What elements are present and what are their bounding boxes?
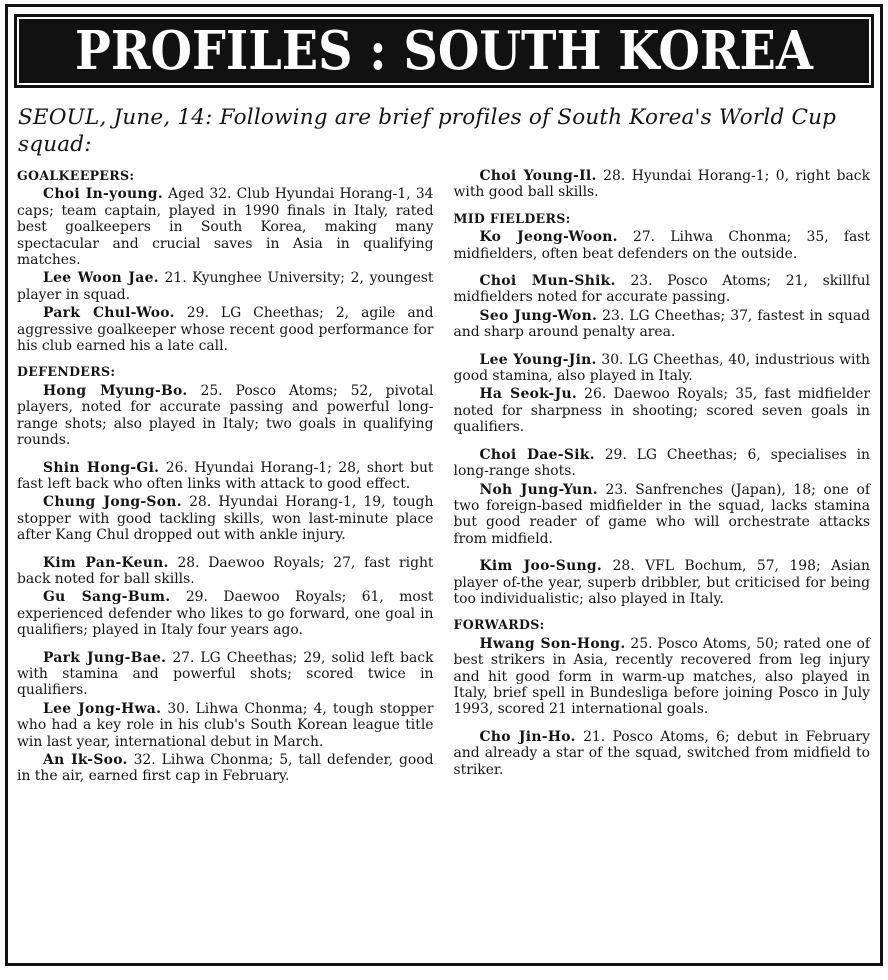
right-column bbox=[454, 168, 871, 787]
player-name: Shin Hong-Gi. bbox=[43, 459, 160, 476]
player-entry bbox=[17, 383, 434, 449]
player-description: 28. Hyundai Horang-1; 0, right back with good ball skills. bbox=[453, 168, 870, 201]
player-entry bbox=[454, 482, 871, 548]
player-name: Ha Seok-Ju. bbox=[479, 386, 577, 403]
player-entry bbox=[454, 729, 871, 778]
player-entry bbox=[454, 308, 871, 341]
player-name: Choi Young-Il. bbox=[479, 168, 597, 184]
player-entry bbox=[17, 589, 434, 638]
player-entry bbox=[454, 168, 871, 201]
player-description: 28. Hyundai Horang-1, 19, tough stopper with good tackling skills, won last-minute place after Kang Chul dropped out with ankle injury. bbox=[17, 494, 434, 544]
player-description: 25. Posco Atoms, 50; rated one of best strikers in Asia, recently recovered from leg injury and hit good form in warm-up matches, also played in Italy, brief spell in Bundesliga before joining Posco in July 1993, scored 21 international goals. bbox=[453, 635, 870, 718]
section-defenders: DEFENDERS: bbox=[17, 364, 116, 380]
player-entry bbox=[17, 650, 434, 699]
player-description: 21. Kyunghee University; 2, youngest player in squad. bbox=[17, 270, 434, 303]
article-columns bbox=[17, 168, 870, 787]
player-description: 21. Posco Atoms, 6; debut in February and already a star of the squad, switched from midfield to striker. bbox=[453, 728, 870, 778]
player-description: Aged 32. Club Hyundai Horang-1, 34 caps; team captain, played in 1990 finals in Italy, rated best goalkeepers in South Korea, making many spectacular and crucial saves in Asia in qualifying matches. bbox=[17, 186, 434, 269]
player-entry bbox=[454, 229, 871, 262]
player-name: Lee Woon Jae. bbox=[43, 270, 159, 287]
player-name: Seo Jung-Won. bbox=[479, 307, 598, 324]
player-description: 29. Daewoo Royals; 61, most experienced defender who likes to go forward, one goal in qualifiers; played in Italy four years ago. bbox=[17, 589, 434, 639]
player-entry bbox=[454, 447, 871, 480]
newspaper-clipping bbox=[5, 4, 883, 966]
player-entry bbox=[454, 558, 871, 607]
player-name: Park Jung-Bae. bbox=[43, 649, 167, 666]
player-description: 29. LG Cheethas; 6, specialises in long-range shots. bbox=[453, 446, 870, 480]
left-column bbox=[17, 168, 434, 787]
player-entry bbox=[17, 555, 434, 588]
player-description: 26. Daewoo Royals; 35, fast midfielder noted for sharpness in shooting; scored seven goals in qualifiers. bbox=[453, 386, 871, 436]
player-name: An Ik-Soo. bbox=[43, 752, 128, 768]
player-entry bbox=[17, 494, 434, 543]
player-entry bbox=[454, 636, 871, 718]
player-name: Hwang Son-Hong. bbox=[479, 635, 626, 652]
player-description: 30. Lihwa Chonma; 4, tough stopper who had a key role in his club's South Korean league title win last year, international debut in March. bbox=[17, 700, 434, 750]
player-name: Chung Jong-Son. bbox=[43, 494, 182, 511]
player-name: Lee Young-Jin. bbox=[479, 351, 597, 368]
player-name: Lee Jong-Hwa. bbox=[43, 700, 162, 717]
player-description: 29. LG Cheethas; 2, agile and aggressive goalkeeper whose recent good performance for his club earned his a late call. bbox=[17, 305, 434, 355]
player-name: Choi In-young. bbox=[43, 186, 163, 203]
player-description: 26. Hyundai Horang-1; 28, short but fast left back who often links with attack to good effect. bbox=[17, 459, 434, 492]
player-name: Choi Mun-Shik. bbox=[479, 273, 616, 290]
player-name: Hong Myung-Bo. bbox=[43, 382, 188, 399]
player-description: 23. LG Cheethas; 37, fastest in squad and sharp around penalty area. bbox=[453, 307, 871, 341]
player-name: Park Chul-Woo. bbox=[43, 305, 175, 322]
player-name: Noh Jung-Yun. bbox=[479, 481, 598, 498]
player-description: 23. Posco Atoms; 21, skillful midfielders noted for accurate passing. bbox=[453, 273, 870, 306]
player-description: 28. Daewoo Royals; 27, fast right back noted for ball skills. bbox=[17, 554, 434, 587]
player-entry bbox=[17, 270, 434, 303]
player-description: 28. VFL Bochum, 57, 198; Asian player of-the year, superb dribbler, but criticised for being too individualistic; also played in Italy. bbox=[453, 558, 871, 607]
player-name: Kim Joo-Sung. bbox=[479, 558, 603, 575]
player-entry bbox=[454, 352, 871, 385]
player-name: Kim Pan-Keun. bbox=[43, 554, 169, 571]
player-name: Gu Sang-Bum. bbox=[43, 589, 171, 606]
player-entry bbox=[454, 386, 871, 435]
player-name: Ko Jeong-Woon. bbox=[479, 229, 618, 246]
player-description: 32. Lihwa Chonma; 5, tall defender, good in the air, earned first cap in February. bbox=[17, 752, 434, 785]
player-entry bbox=[17, 752, 434, 785]
player-description: 23. Sanfrenches (Japan), 18; one of two foreign-based midfielder in the squad, lacks stamina but good reader of game who will orchestrate attacks from midfield. bbox=[453, 481, 870, 547]
player-description: 30. LG Cheethas, 40, industrious with good stamina, also played in Italy. bbox=[453, 351, 870, 385]
player-entry bbox=[17, 305, 434, 354]
section-forwards: FORWARDS: bbox=[453, 617, 545, 633]
section-midfielders: MID FIELDERS: bbox=[453, 210, 571, 226]
section-goalkeepers: GOALKEEPERS: bbox=[17, 168, 135, 183]
headline: PROFILES : SOUTH KOREA bbox=[75, 19, 813, 82]
player-entry bbox=[17, 186, 434, 268]
player-description: 27. LG Cheethas; 29, solid left back with stamina and powerful shots; scored twice in qualifiers. bbox=[17, 649, 434, 699]
headline-banner bbox=[14, 14, 874, 88]
player-entry bbox=[17, 701, 434, 750]
player-description: 25. Posco Atoms; 52, pivotal players, noted for accurate passing and powerful long-range shots; also played in Italy; two goals in qualifying rounds. bbox=[17, 382, 434, 449]
player-description: 27. Lihwa Chonma; 35, fast midfielders, often beat defenders on the outside. bbox=[453, 229, 870, 262]
player-name: Cho Jin-Ho. bbox=[479, 728, 576, 745]
player-name: Choi Dae-Sik. bbox=[479, 446, 595, 463]
player-entry bbox=[454, 273, 871, 306]
intro-paragraph: SEOUL, June, 14: Following are brief profiles of South Korea's World Cup squad: bbox=[18, 105, 837, 157]
player-entry bbox=[17, 460, 434, 493]
